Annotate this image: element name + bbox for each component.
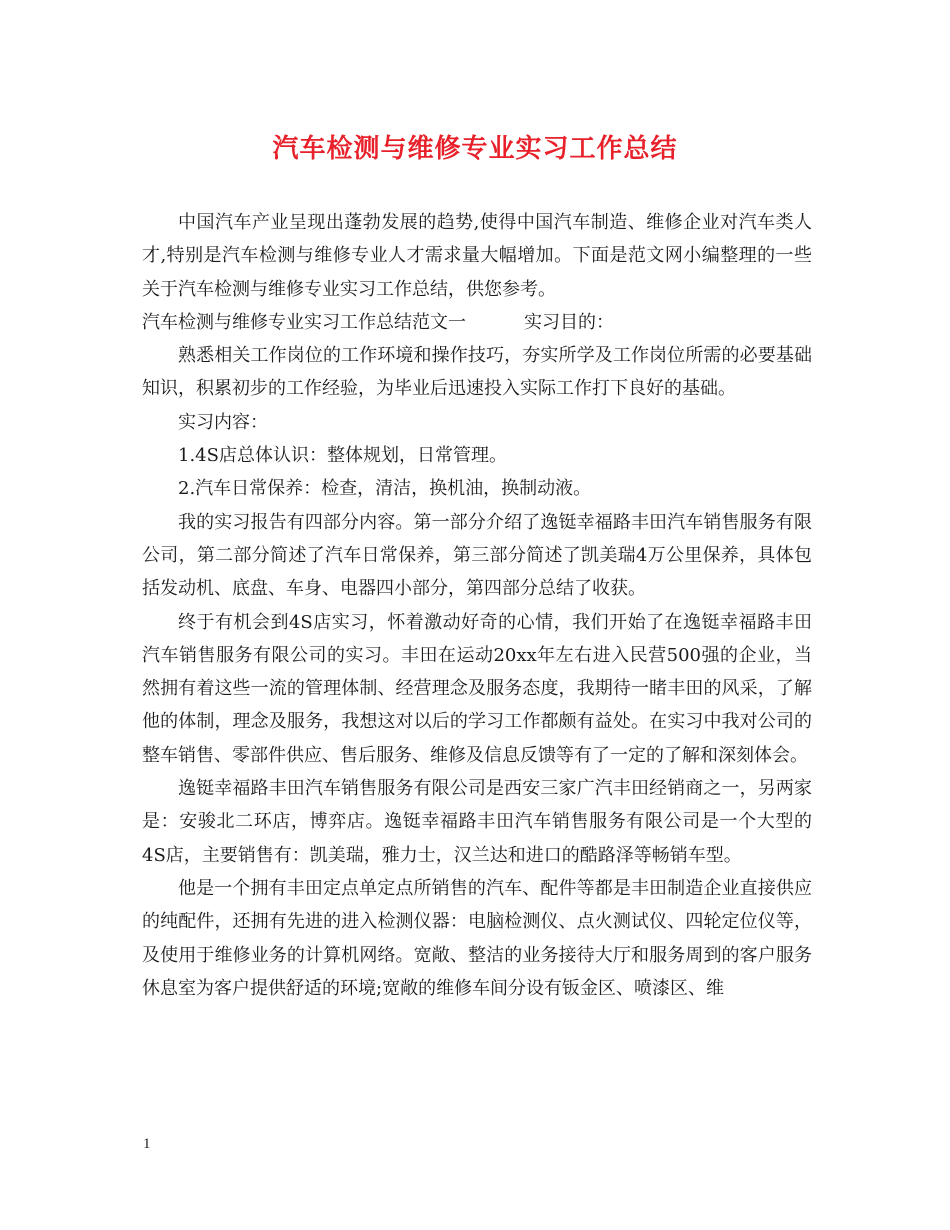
paragraph: 逸铤幸福路丰田汽车销售服务有限公司是西安三家广汽丰田经销商之一，另两家是：安骏北二环店，博弈店。逸铤幸福路丰田汽车销售服务有限公司是一个大型的4S店，主要销售有：凯美瑞，雅力士，汉兰达和进口的酷路泽等畅销车型。 <box>142 778 812 866</box>
paragraph: 中国汽车产业呈现出蓬勃发展的趋势,使得中国汽车制造、维修企业对汽车类人才,特别是汽车检测与维修专业人才需求量大幅增加。下面是范文网小编整理的一些关于汽车检测与维修专业实习工作总结，供您参考。 <box>142 212 812 300</box>
list-item: 2.汽车日常保养：检查，清洁，换机油，换制动液。 <box>178 478 592 500</box>
list-item: 1.4S店总体认识：整体规划，日常管理。 <box>178 445 507 467</box>
document-title: 汽车检测与维修专业实习工作总结 <box>272 134 678 164</box>
paragraph: 终于有机会到4S店实习，怀着激动好奇的心情，我们开始了在逸铤幸福路丰田汽车销售服务有限公司的实习。丰田在运动20xx年左右进入民营500强的企业，当然拥有着这些一流的管理体制、经营理念及服务态度，我期待一睹丰田的风采，了解他的体制，理念及服务，我想这对以后的学习工作都颇有益处。在实习中我对公司的整车销售、零部件供应、售后服务、维修及信息反馈等有了一定的了解和深刻体会。 <box>142 611 812 766</box>
paragraph: 熟悉相关工作岗位的工作环境和操作技巧，夯实所学及工作岗位所需的必要基础知识，积累初步的工作经验，为毕业后迅速投入实际工作打下良好的基础。 <box>142 345 812 400</box>
page-number: 1 <box>143 1136 151 1152</box>
paragraph: 他是一个拥有丰田定点单定点所销售的汽车、配件等都是丰田制造企业直接供应的纯配件，还拥有先进的进入检测仪器：电脑检测仪、点火测试仪、四轮定位仪等，及使用于维修业务的计算机网络。宽敞、整洁的业务接待大厅和服务周到的客户服务休息室为客户提供舒适的环境;宽敞的维修车间分设有钣金区、喷漆区、维 <box>142 877 812 999</box>
paragraph: 实习内容： <box>178 411 268 433</box>
section-subheading: 实习目的： <box>524 311 614 333</box>
section-heading: 汽车检测与维修专业实习工作总结范文一 <box>142 311 466 333</box>
section-heading-line <box>142 306 812 339</box>
document-body <box>142 206 812 1005</box>
paragraph: 我的实习报告有四部分内容。第一部分介绍了逸铤幸福路丰田汽车销售服务有限公司，第二部分简述了汽车日常保养，第三部分简述了凯美瑞4万公里保养，具体包括发动机、底盘、车身、电器四小部分，第四部分总结了收获。 <box>142 511 812 600</box>
